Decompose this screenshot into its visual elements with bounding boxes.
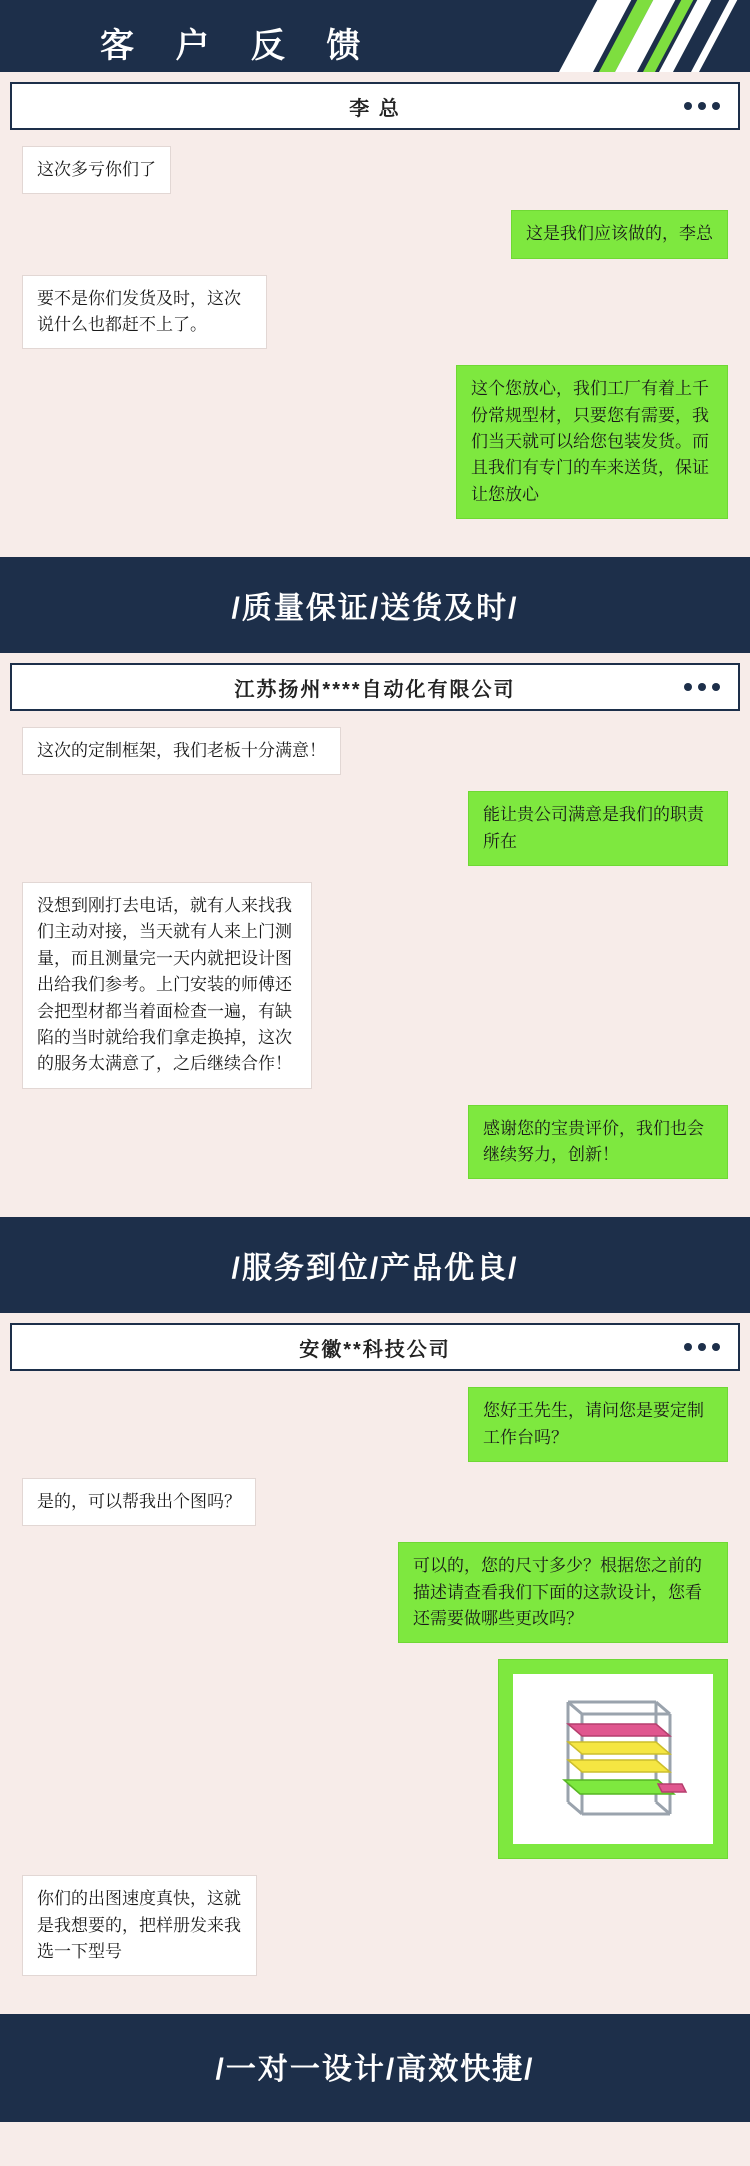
message-bubble-incoming: 是的，可以帮我出个图吗？ [22,1478,256,1526]
message-row [22,1659,728,1859]
page-title: 客 户 反 馈 [100,27,377,65]
message-bubble-outgoing: 能让贵公司满意是我们的职责所在 [468,791,728,866]
message-row [22,210,728,258]
message-bubble-outgoing: 这个您放心，我们工厂有着上千份常规型材，只要您有需要，我们当天就可以给您包装发货。而且我们有专门的车来送货，保证让您放心 [456,365,728,519]
chat-header[interactable] [10,663,740,711]
message-row [22,882,728,1088]
message-row [22,791,728,866]
chat-header[interactable] [10,1323,740,1371]
message-bubble-outgoing: 感谢您的宝贵评价，我们也会继续努力，创新！ [468,1105,728,1180]
conversation-block-3 [0,1323,750,2014]
chat-header[interactable] [10,82,740,130]
message-row [22,146,728,194]
slogan-bar-2: /服务到位/产品优良/ [0,1217,750,1313]
message-bubble-outgoing: 这是我们应该做的，李总 [511,210,728,258]
message-bubble-incoming: 这次的定制框架，我们老板十分满意！ [22,727,341,775]
conversation-block-1 [0,82,750,557]
slogan-bar-1: /质量保证/送货及时/ [0,557,750,653]
top-banner [0,0,750,72]
message-bubble-outgoing: 可以的，您的尺寸多少？根据您之前的描述请查看我们下面的这款设计，您看还需要做哪些更改吗？ [398,1542,728,1643]
message-row [22,1875,728,1976]
contact-name: 安徽**科技公司 [299,1338,451,1361]
contact-name: 江苏扬州****自动化有限公司 [234,678,516,701]
message-list [0,1371,750,1996]
message-bubble-incoming: 没想到刚打去电话，就有人来找我们主动对接，当天就有人来上门测量，而且测量完一天内就把设计图出给我们参考。上门安装的师傅还会把型材都当着面检查一遍，有缺陷的当时就给我们拿走换掉，这次的服务太满意了，之后继续合作！ [22,882,312,1088]
message-list [0,130,750,539]
more-options-icon[interactable] [684,1343,720,1351]
conversation-block-2 [0,663,750,1217]
message-row [22,1542,728,1643]
message-bubble-incoming: 要不是你们发货及时，这次说什么也都赶不上了。 [22,275,267,350]
message-row [22,1105,728,1180]
contact-name: 李 总 [349,97,401,120]
message-bubble-outgoing: 您好王先生，请问您是要定制工作台吗？ [468,1387,728,1462]
message-row [22,1478,728,1526]
message-row [22,1387,728,1462]
message-row [22,727,728,775]
slogan-bar-3: /一对一设计/高效快捷/ [0,2014,750,2122]
more-options-icon[interactable] [684,102,720,110]
workbench-drawing-icon [538,1684,688,1834]
message-row [22,365,728,519]
message-bubble-image[interactable] [498,1659,728,1859]
message-row [22,275,728,350]
more-options-icon[interactable] [684,683,720,691]
message-bubble-incoming: 这次多亏你们了 [22,146,171,194]
message-bubble-incoming: 你们的出图速度真快，这就是我想要的，把样册发来我选一下型号 [22,1875,257,1976]
workbench-design-image [513,1674,713,1844]
message-list [0,711,750,1199]
